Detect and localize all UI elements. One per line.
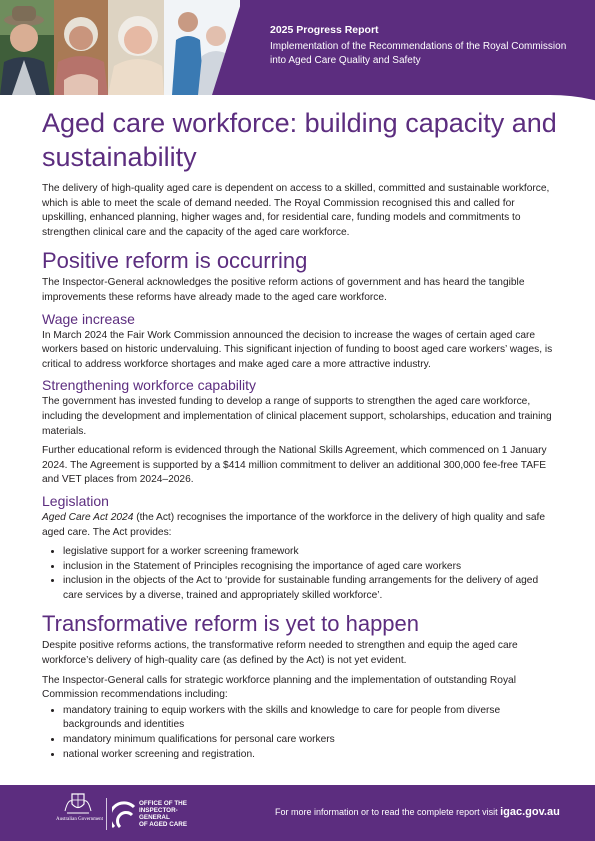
legislation-paragraph — [42, 511, 557, 540]
australian-government-label: Australian Government — [56, 817, 104, 822]
website-link[interactable]: igac.gov.au — [500, 806, 560, 818]
australian-government-logo — [56, 791, 104, 822]
strengthening-paragraph-1: The government has invested funding to develop a range of supports to strengthen the aged care workforce, including the development and implementation of clinical placement support, scholarships, education and training materials. — [42, 396, 552, 437]
heading-legislation: Legislation — [42, 492, 109, 509]
header-photo-strip — [0, 0, 240, 95]
heading-wage-increase: Wage increase — [42, 310, 135, 327]
positive-reform-paragraph: The Inspector-General acknowledges the positive reform actions of government and has heard the tangible improvements these reforms have already made to the aged care workforce. — [42, 277, 525, 303]
photo-strip-edge — [212, 0, 240, 95]
report-subtitle: Implementation of the Recommendations of the Royal Commission into Aged Care Quality and Safety — [270, 41, 567, 66]
photo-smiling-resident — [108, 0, 164, 95]
photo-elderly-woman — [54, 0, 108, 95]
legislation-list — [42, 545, 557, 603]
igac-line: INSPECTOR- — [139, 807, 178, 814]
list-item: • inclusion in the Statement of Principles recognising the importance of aged care workers — [63, 560, 557, 575]
report-title: 2025 Progress Report — [270, 24, 379, 36]
page-footer — [0, 785, 595, 841]
photo-elderly-man — [0, 0, 54, 95]
list-item: • mandatory minimum qualifications for personal care workers — [63, 733, 557, 748]
page-header — [0, 0, 595, 118]
list-item: • national worker screening and registration. — [63, 748, 557, 763]
recommendations-list — [42, 704, 557, 762]
igac-logo-icon — [112, 799, 136, 829]
footer-divider — [106, 798, 107, 830]
strengthening-paragraph-2: Further educational reform is evidenced through the National Skills Agreement, which commenced on 1 January 2024. The Agreement is supported by a $414 million commitment to deliver an additional 300,000 fee-free TAFE and VET places from 2024–2026. — [42, 445, 547, 486]
igac-logo-text — [139, 800, 187, 828]
heading-positive-reform: Positive reform is occurring — [42, 248, 308, 274]
main-content — [42, 106, 557, 766]
heading-transformative-reform: Transformative reform is yet to happen — [42, 611, 420, 637]
list-item: • inclusion in the objects of the Act to ‘provide for sustainable funding arrangements for the delivery of aged care services by a diverse, trained and appropriately skilled workforce’. — [63, 574, 557, 603]
more-info-text: For more information or to read the complete report visit — [275, 807, 501, 817]
transformative-paragraph-1: Despite positive reforms actions, the transformative reform needed to strengthen and equip the aged care workforce’s delivery of high-quality care (as defined by the Act) is not yet evident. — [42, 640, 518, 667]
page-title: Aged care workforce: building capacity and sustainability — [42, 108, 557, 172]
act-name: Aged Care Act 2024 — [42, 511, 134, 523]
igac-line: OFFICE OF THE — [139, 800, 187, 807]
transformative-paragraph-2: The Inspector-General calls for strategic workforce planning and the implementation of outstanding Royal Commission recommendations including: — [42, 674, 516, 701]
legislation-text: (the Act) recognises the importance of the workforce in the delivery of high quality and safe aged care. The Act provides: — [42, 511, 546, 538]
igac-line: GENERAL — [139, 814, 170, 821]
wage-increase-paragraph: In March 2024 the Fair Work Commission announced the decision to increase the wages of certain aged care workers based on historic undervaluing. This significant injection of funding to boost aged care workers’ wages, is critical to address workforce shortages and make aged care a more attractive industry. — [42, 329, 553, 370]
footer-more-info — [275, 806, 560, 818]
heading-strengthening-workforce: Strengthening workforce capability — [42, 377, 257, 394]
intro-paragraph: The delivery of high-quality aged care is dependent on access to a skilled, committed and sustainable workforce, which is able to meet the scale of demand needed. The Royal Commission recognised this and called for upskilling, enhanced planning, higher wages and, for residential care, funding models and commitments to strengthen clinical care and the capacity of the aged care workforce. — [42, 183, 550, 238]
list-item: • mandatory training to equip workers with the skills and knowledge to care for people from diverse backgrounds and identities — [63, 704, 557, 733]
list-item: • legislative support for a worker screening framework — [63, 545, 557, 560]
australian-government-crest-icon — [63, 791, 93, 815]
igac-line: OF AGED CARE — [139, 821, 188, 828]
